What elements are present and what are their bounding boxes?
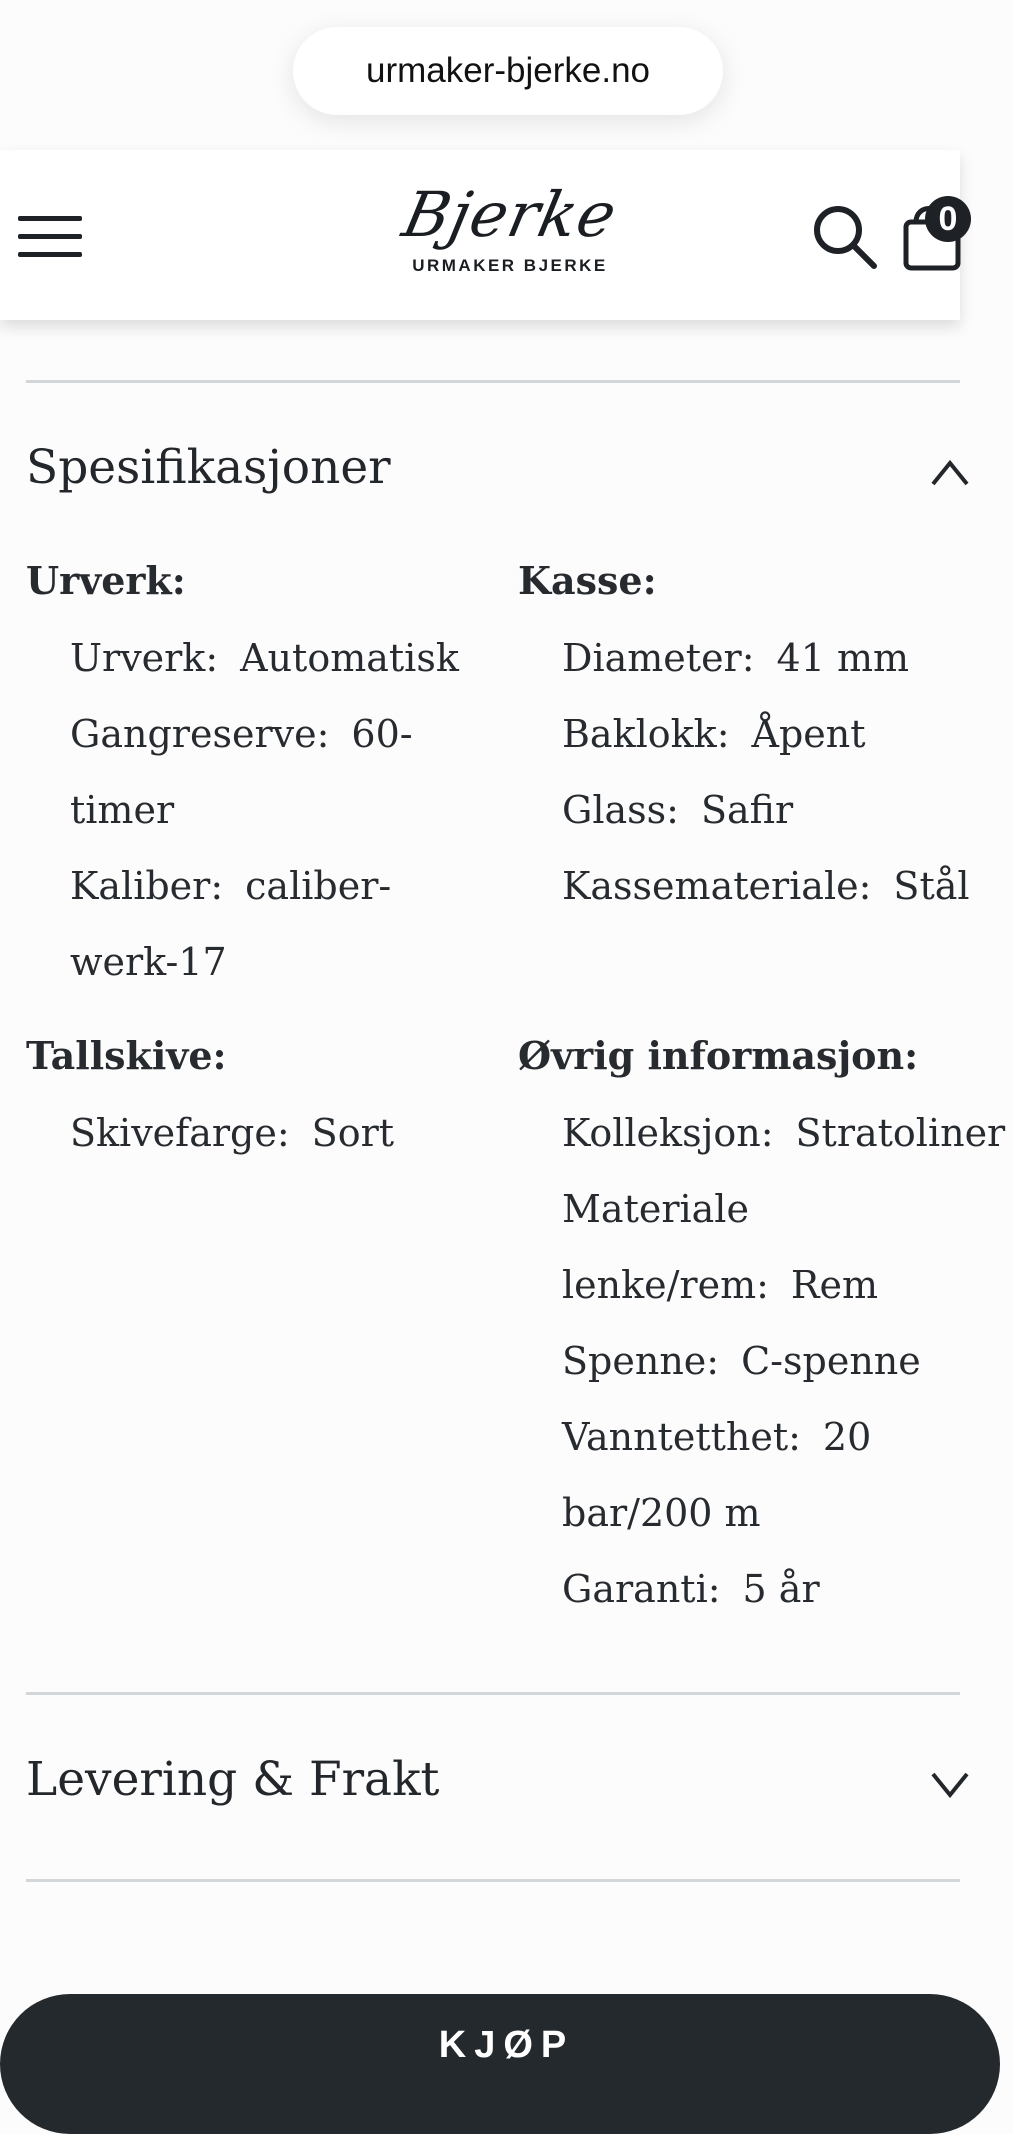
spec-value: 60-timer [70,712,413,832]
chevron-up-icon[interactable] [930,457,970,487]
site-logo[interactable] [370,180,650,290]
spec-key: Kaliber: [70,864,224,908]
spec-value: Stratoliner [795,1111,1006,1155]
spec-key: Urverk: [70,636,219,680]
group-heading: Kasse: [518,558,657,603]
spec-value: 41 mm [776,636,910,680]
url-bar[interactable] [293,27,723,115]
logo-subtitle: URMAKER BJERKE [412,256,608,275]
spec-group-ovrig [518,1031,1006,1627]
spec-key: Gangreserve: [70,712,330,756]
logo-wordmark: Bjerke [396,178,624,251]
spec-key: Garanti: [562,1567,721,1611]
spec-value: Safir [700,788,794,832]
spec-row [562,1551,960,1627]
group-heading: Urverk: [26,558,186,603]
group-heading: Øvrig informasjon: [518,1033,919,1078]
spec-key: Skivefarge: [70,1111,290,1155]
spec-group-kasse [518,556,970,924]
spec-key: Glass: [562,788,679,832]
site-header [0,150,960,320]
spec-value: Stål [893,864,970,908]
spec-value: C-spenne [741,1339,921,1383]
chevron-down-icon[interactable] [930,1770,970,1800]
spec-value: Rem [790,1263,879,1307]
spec-row [562,848,970,924]
spec-key: Kassemateriale: [562,864,872,908]
spec-value: caliber-werk-17 [70,864,392,984]
search-icon[interactable] [812,204,878,270]
divider [26,1879,960,1882]
spec-key: Diameter: [562,636,755,680]
spec-value: Åpent [751,712,866,756]
delivery-title[interactable]: Levering & Frakt [26,1752,440,1807]
cart-count-badge: 0 [925,196,971,242]
menu-icon[interactable] [18,216,82,258]
spec-key: Kolleksjon: [562,1111,774,1155]
spec-row [562,1399,960,1551]
group-heading: Tallskive: [26,1033,227,1078]
spec-row [562,1171,960,1323]
url-text: urmaker-bjerke.no [366,51,650,90]
spec-row [562,1095,1006,1171]
spec-key: Materiale lenke/rem: [562,1187,769,1307]
spec-key: Spenne: [562,1339,720,1383]
spec-row [70,620,486,696]
spec-row [70,1095,486,1171]
spec-key: Vanntetthet: [562,1415,801,1459]
spec-group-urverk [26,556,486,1000]
spec-row [562,696,960,772]
spec-row [562,620,960,696]
spec-value: Sort [311,1111,395,1155]
spec-group-tallskive [26,1031,486,1171]
spec-row [562,1323,960,1399]
divider [26,1692,960,1695]
divider [26,380,960,383]
spec-value: Automatisk [240,636,459,680]
spec-row [70,848,486,1000]
spec-row [70,696,486,848]
spec-value: 5 år [742,1567,820,1611]
spec-row [562,772,960,848]
spec-value: 20 bar/200 m [562,1415,872,1535]
spec-key: Baklokk: [562,712,730,756]
buy-button-label: KJØP [438,2024,575,2066]
specifications-title[interactable]: Spesifikasjoner [26,440,391,495]
